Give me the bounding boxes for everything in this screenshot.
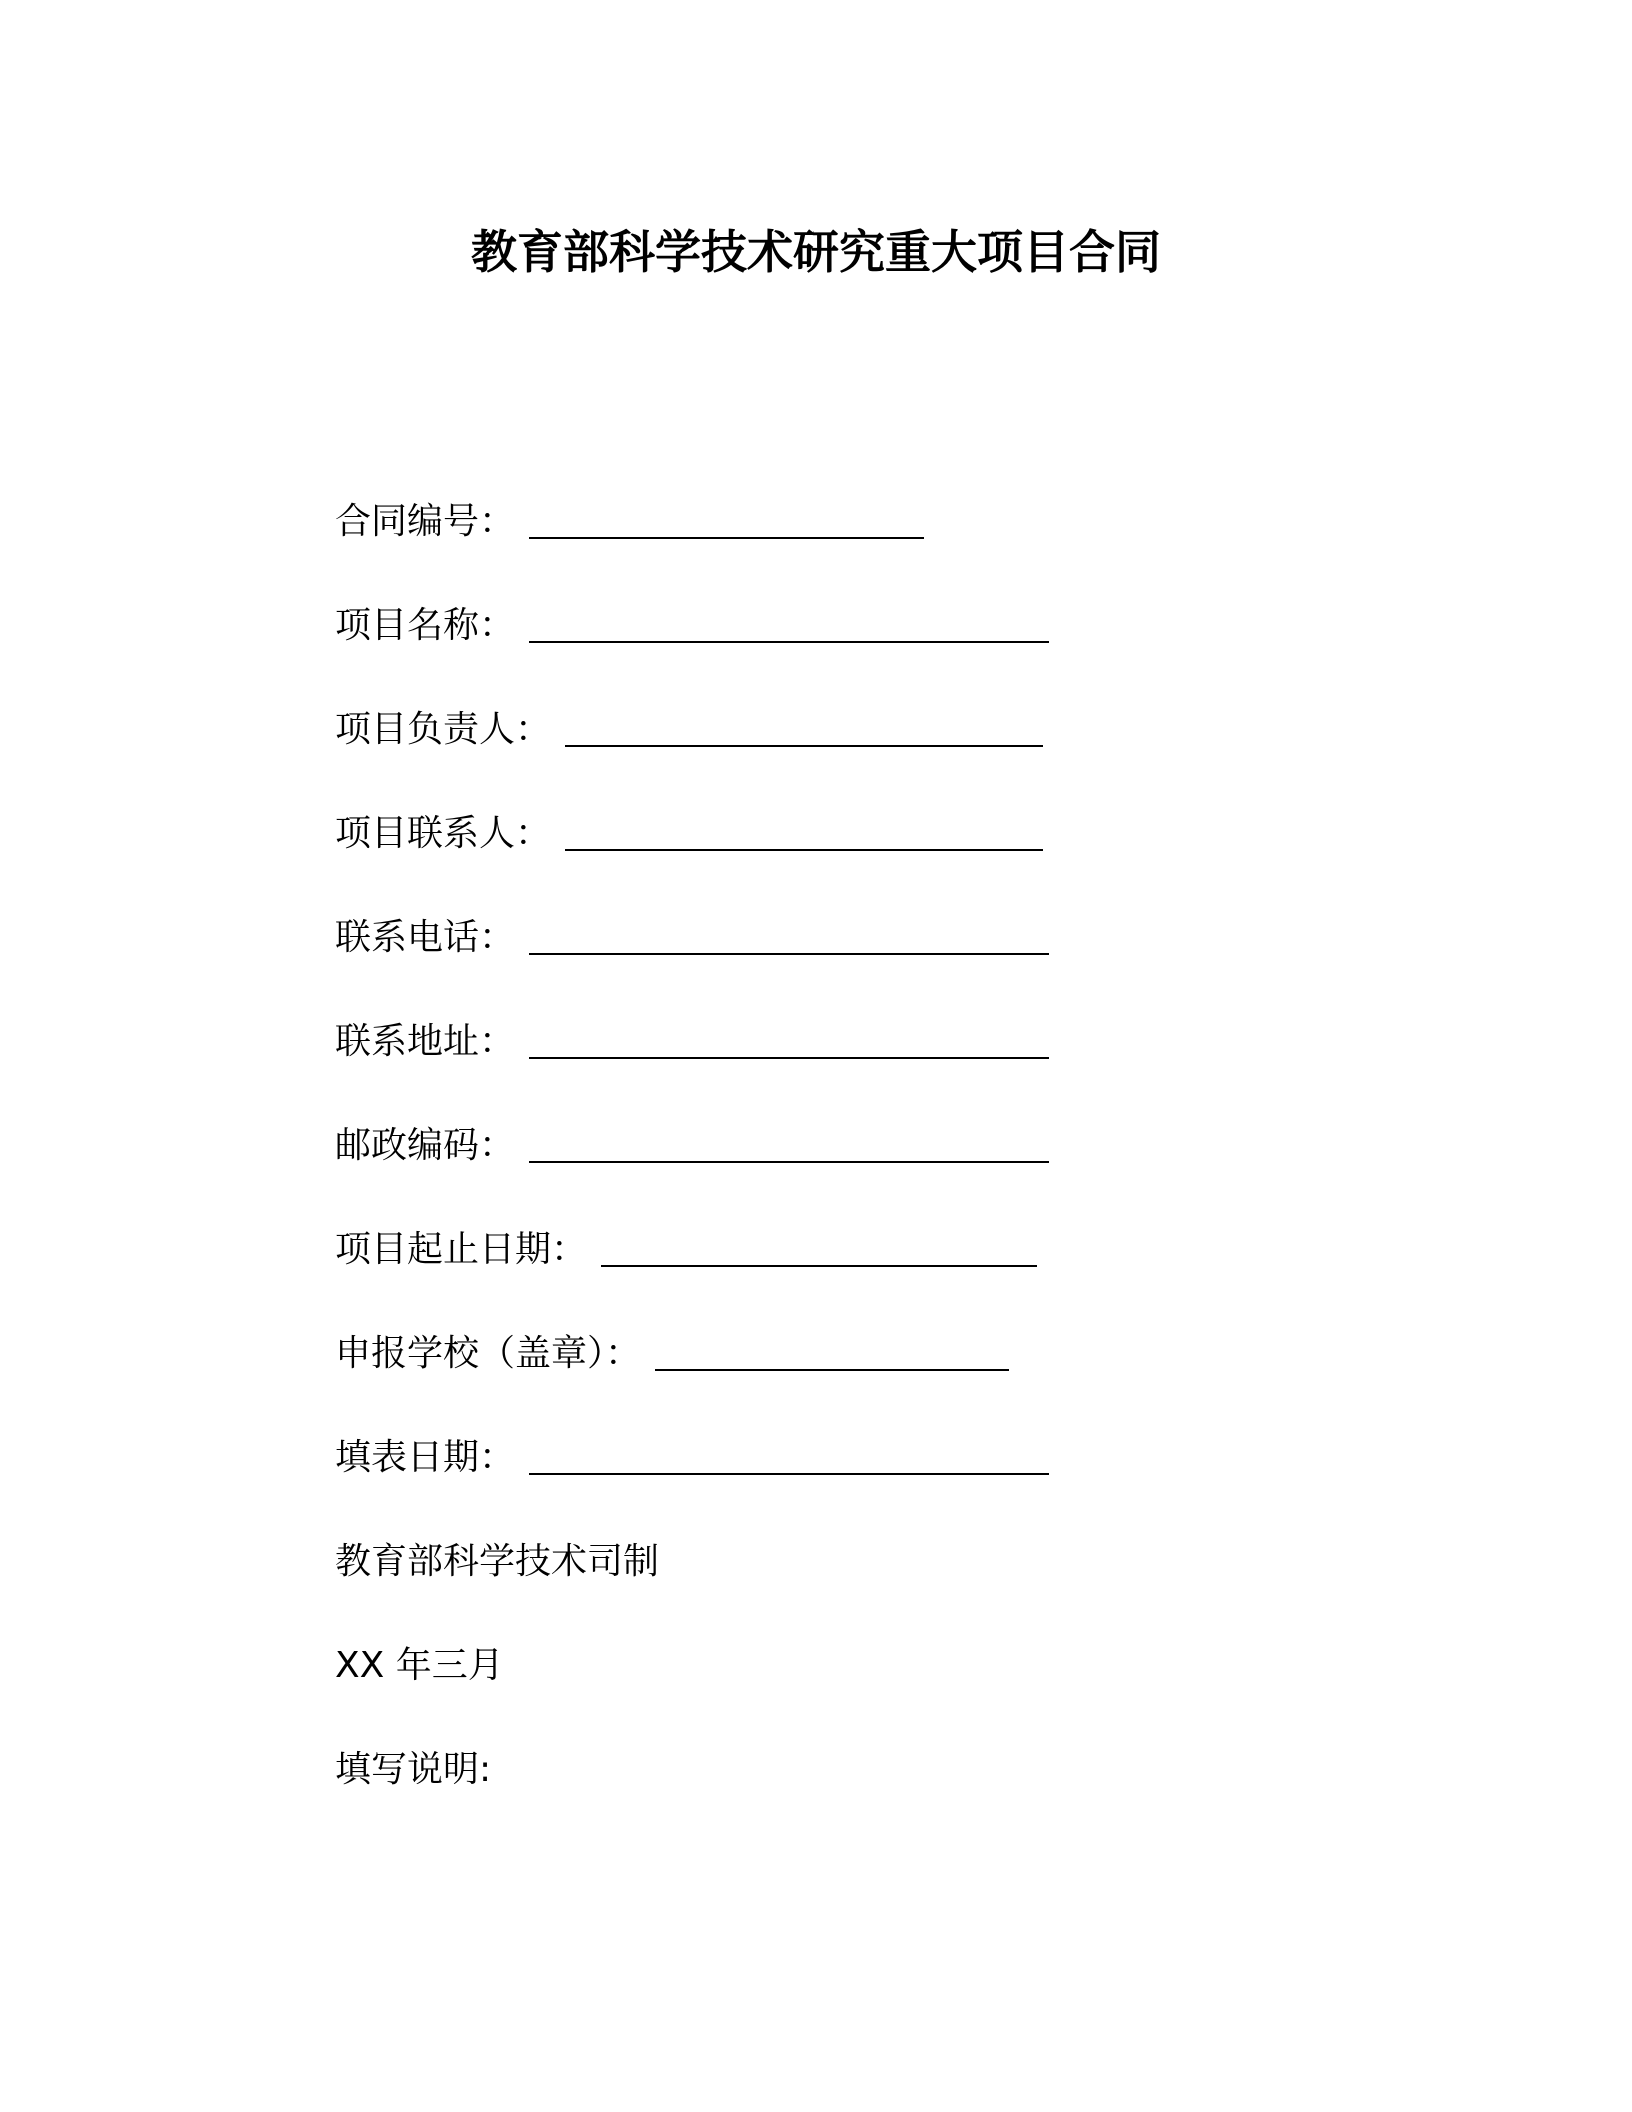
- postal-code-field: [335, 1121, 1049, 1171]
- contact-address-blank[interactable]: [529, 1023, 1049, 1059]
- contact-address-field: [335, 1017, 1049, 1067]
- applicant-school-label: 申报学校（盖章）：: [335, 1333, 642, 1374]
- issuer-text: 教育部科学技术司制: [335, 1541, 660, 1582]
- project-contact-label: 项目联系人：: [335, 813, 552, 854]
- project-leader-label: 项目负责人：: [335, 709, 552, 750]
- contract-number-field: [335, 497, 924, 547]
- project-period-label: 项目起止日期：: [335, 1229, 588, 1270]
- fill-date-label: 填表日期：: [335, 1437, 516, 1478]
- contract-number-label: 合同编号：: [335, 501, 516, 542]
- contract-number-blank[interactable]: [529, 503, 924, 539]
- fill-date-blank[interactable]: [529, 1439, 1049, 1475]
- project-period-field: [335, 1225, 1037, 1275]
- project-leader-field: [335, 705, 1043, 755]
- project-name-field: [335, 601, 1049, 651]
- applicant-school-blank[interactable]: [655, 1335, 1009, 1371]
- fill-date-field: [335, 1433, 1049, 1483]
- postal-code-label: 邮政编码：: [335, 1125, 516, 1166]
- postal-code-blank[interactable]: [529, 1127, 1049, 1163]
- project-name-label: 项目名称：: [335, 605, 516, 646]
- document-title: 教育部科学技术研究重大项目合同: [471, 225, 1161, 279]
- project-leader-blank[interactable]: [565, 711, 1043, 747]
- contact-phone-label: 联系电话：: [335, 917, 516, 958]
- instructions-heading: 填写说明:: [335, 1749, 492, 1790]
- issue-date-text: XX 年三月: [335, 1645, 504, 1686]
- project-contact-blank[interactable]: [565, 815, 1043, 851]
- contact-address-label: 联系地址：: [335, 1021, 516, 1062]
- project-period-blank[interactable]: [601, 1231, 1037, 1267]
- contact-phone-field: [335, 913, 1049, 963]
- applicant-school-field: [335, 1329, 1009, 1379]
- project-contact-field: [335, 809, 1043, 859]
- project-name-blank[interactable]: [529, 607, 1049, 643]
- contact-phone-blank[interactable]: [529, 919, 1049, 955]
